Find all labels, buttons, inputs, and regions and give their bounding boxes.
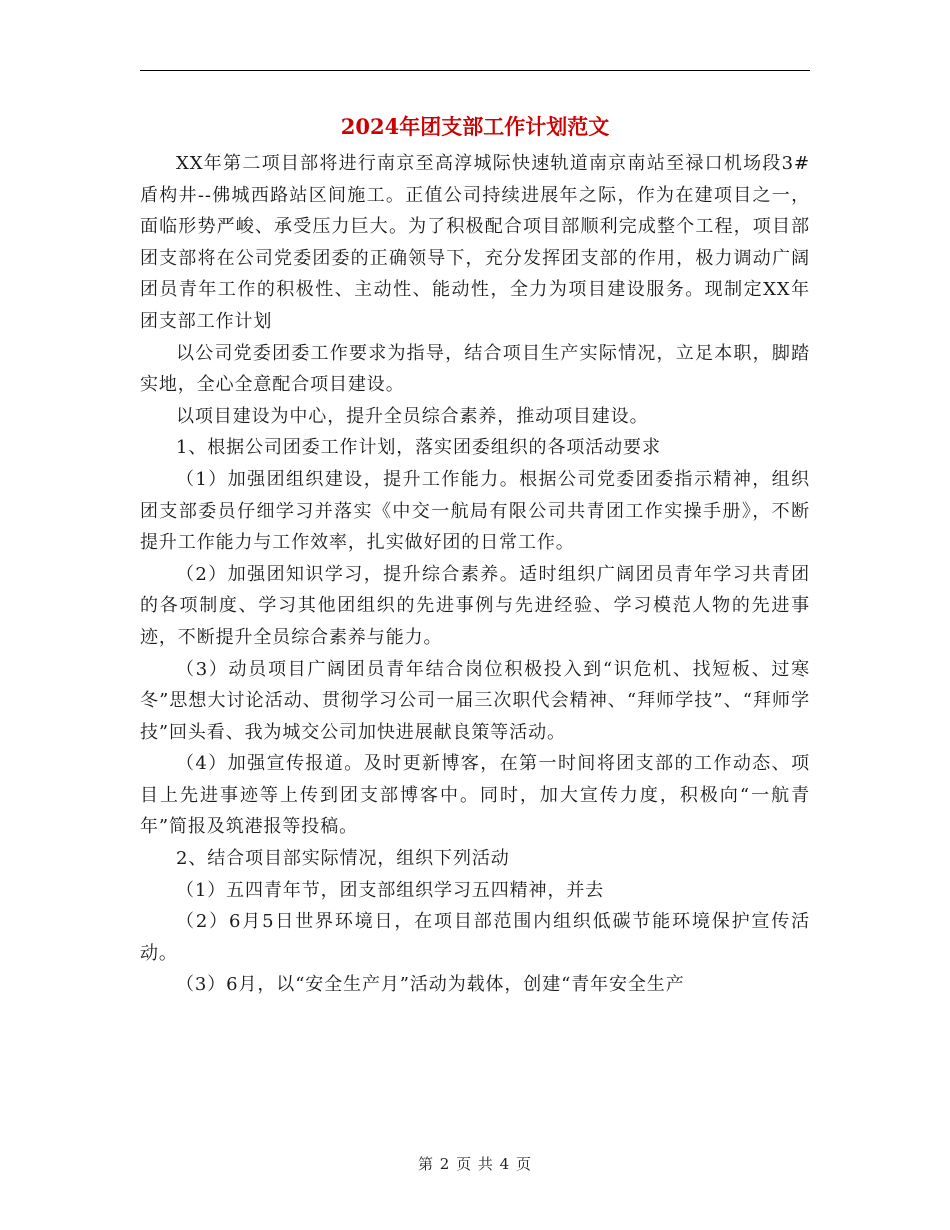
paragraph: XX年第二项目部将进行南京至高淳城际快速轨道南京南站至禄口机场段3#盾构井--佛城西路站区间施工。正值公司持续进展年之际，作为在建项目之一，面临形势严峻、承受压力巨大。为了积极配合项目部顺利完成整个工程，项目部团支部将在公司党委团委的正确领导下，充分发挥团支部的作用，极力调动广阔团员青年工作的积极性、主动性、能动性，全力为项目建设服务。现制定XX年团支部工作计划 bbox=[140, 153, 810, 332]
paragraph: （1）加强团组织建设，提升工作能力。根据公司党委团委指示精神，组织团支部委员仔细学习并落实《中交一航局有限公司共青团工作实操手册》，不断提升工作能力与工作效率，扎实做好团的日常工作。 bbox=[140, 468, 810, 554]
page-number: 第 2 页 共 4 页 bbox=[418, 1155, 532, 1173]
paragraph: （3）动员项目广阔团员青年结合岗位积极投入到“识危机、找短板、过寒冬”思想大讨论活动、贯彻学习公司一届三次职代会精神、“拜师学技”、“拜师学技”回头看、我为城交公司加快进展献良策等活动。 bbox=[140, 658, 810, 743]
section-heading: 2、结合项目部实际情况，组织下列活动 bbox=[176, 848, 510, 870]
paragraph: 以公司党委团委工作要求为指导，结合项目生产实际情况，立足本职，脚踏实地，全心全意配合项目建设。 bbox=[140, 342, 810, 396]
document-title: 2024年团支部工作计划范文 bbox=[340, 114, 610, 139]
paragraph: 以项目建设为中心，提升全员综合素养，推动项目建设。 bbox=[176, 405, 649, 427]
paragraph: （2）6月5日世界环境日，在项目部范围内组织低碳节能环境保护宣传活动。 bbox=[140, 911, 810, 964]
section-heading: 1、根据公司团委工作计划，落实团委组织的各项活动要求 bbox=[176, 437, 661, 459]
header-rule bbox=[140, 70, 810, 71]
paragraph: （3）6月，以“安全生产月”活动为载体，创建“青年安全生产 bbox=[176, 974, 685, 996]
paragraph: （2）加强团知识学习，提升综合素养。适时组织广阔团员青年学习共青团的各项制度、学习其他团组织的先进事例与先进经验、学习模范人物的先进事迹，不断提升全员综合素养与能力。 bbox=[140, 563, 810, 648]
paragraph: （1）五四青年节，团支部组织学习五四精神，并去 bbox=[176, 879, 605, 901]
paragraph: （4）加强宣传报道。及时更新博客，在第一时间将团支部的工作动态、项目上先进事迹等上传到团支部博客中。同时，加大宣传力度，积极向“一航青年”简报及筑港报等投稿。 bbox=[140, 753, 810, 838]
document-body bbox=[140, 148, 810, 1001]
